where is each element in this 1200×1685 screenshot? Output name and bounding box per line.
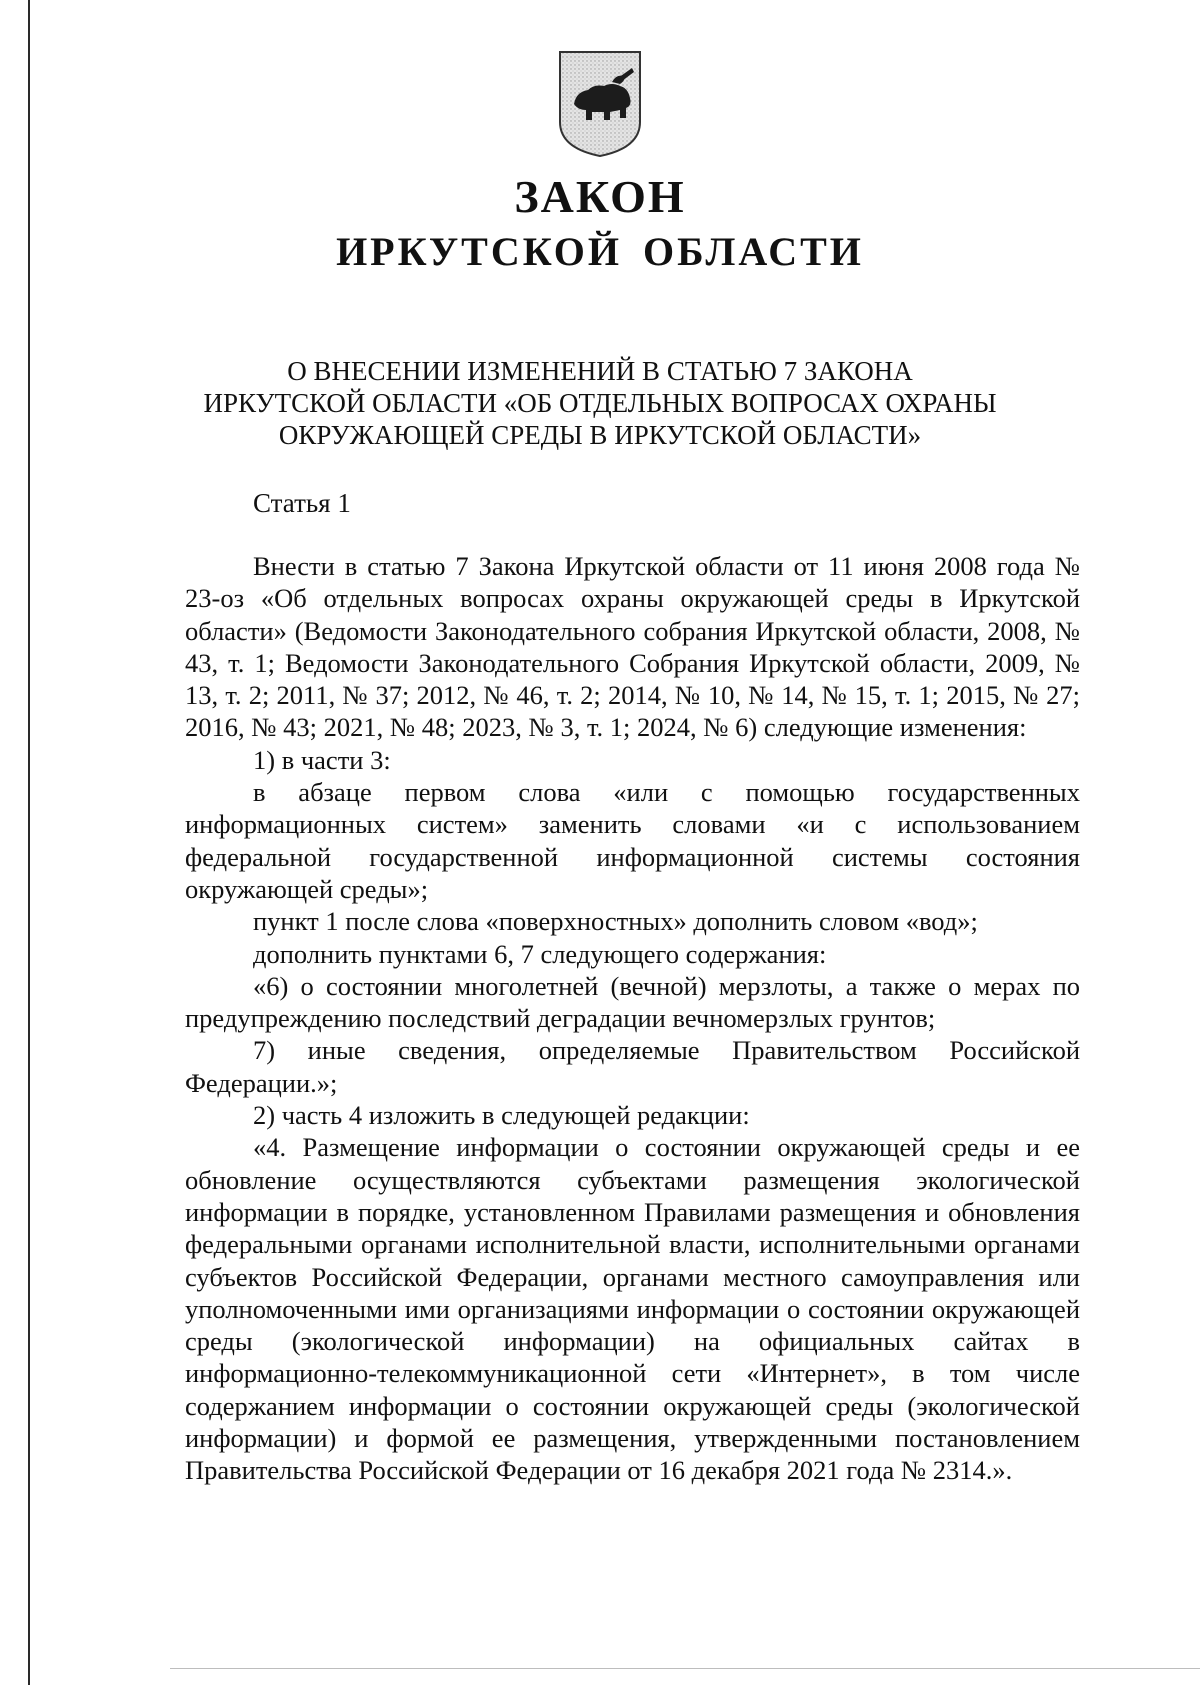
subtitle-line: ИРКУТСКОЙ ОБЛАСТИ «ОБ ОТДЕЛЬНЫХ ВОПРОСАХ ОХРАНЫ xyxy=(203,388,997,418)
paragraph: 1) в части 3: xyxy=(253,744,391,775)
paragraph: дополнить пунктами 6, 7 следующего содержания: xyxy=(253,938,827,969)
paragraph: пункт 1 после слова «поверхностных» дополнить словом «вод»; xyxy=(253,906,978,937)
scan-edge-bottom xyxy=(170,1668,1200,1669)
paragraph: 2) часть 4 изложить в следующей редакции: xyxy=(253,1100,750,1131)
coat-of-arms-icon xyxy=(554,48,646,160)
subtitle-line: О ВНЕСЕНИИ ИЗМЕНЕНИЙ В СТАТЬЮ 7 ЗАКОНА xyxy=(287,356,913,386)
subtitle-line: ОКРУЖАЮЩЕЙ СРЕДЫ В ИРКУТСКОЙ ОБЛАСТИ» xyxy=(278,420,922,450)
paragraph: «4. Размещение информации о состоянии окружающей среды и ее обновление осуществляются субъектами размещения экологической информации в порядке, установленном Правилами размещения и обновления федеральными органами исполнительной власти, исполнительными органами субъектов Российской Федерации, органами местного самоуправления или уполномоченными ими организациями информации о состоянии окружающей среды (экологической информации) на официальных сайтах в информационно-телекоммуникационной сети «Интернет», в том числе содержанием информации о состоянии окружающей среды (экологической информации) и формой ее размещения, утвержденными постановлением Правительства Российской Федерации от 16 декабря 2021 года № 2314.». xyxy=(185,1132,1080,1486)
article-body xyxy=(185,550,1080,1487)
paragraph: 7) иные сведения, определяемые Правительством Российской Федерации.»; xyxy=(185,1035,1080,1098)
law-title-line-2: ИРКУТСКОЙ ОБЛАСТИ xyxy=(336,229,864,274)
paragraph: Внести в статью 7 Закона Иркутской области от 11 июня 2008 года № 23-оз «Об отдельных вопросах охраны окружающей среды в Иркутской области» (Ведомости Законодательного собрания Иркутской области, 2008, № 43, т. 1; Ведомости Законодательного Собрания Иркутской области, 2009, № 13, т. 2; 2011, № 37; 2012, № 46, т. 2; 2014, № 10, № 14, № 15, т. 1; 2015, № 27; 2016, № 43; 2021, № 48; 2023, № 3, т. 1; 2024, № 6) следующие изменения: xyxy=(185,551,1080,743)
paragraph: в абзаце первом слова «или с помощью государственных информационных систем» заменить словами «и с использованием федеральной государственной информационной системы состояния окружающей среды»; xyxy=(185,777,1080,904)
law-subtitle xyxy=(0,355,1200,451)
paragraph: «6) о состоянии многолетней (вечной) мерзлоты, а также о мерах по предупреждению последствий деградации вечномерзлых грунтов; xyxy=(185,970,1080,1034)
law-title-line-1: ЗАКОН xyxy=(514,171,686,222)
article-heading: Статья 1 xyxy=(253,488,351,518)
